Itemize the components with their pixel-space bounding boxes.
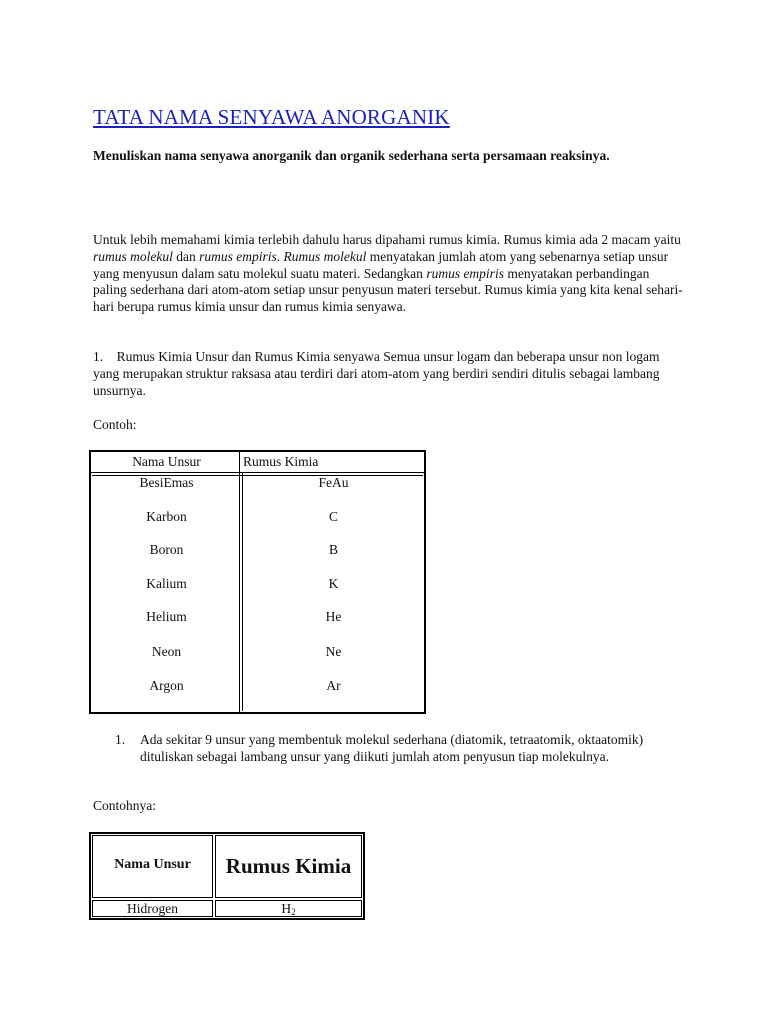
cell-name: Argon	[149, 678, 184, 693]
paragraph-intro: Untuk lebih memahami kimia terlebih dahulu harus dipahami rumus kimia. Rumus kimia ada 2 macam yaitu rumus molekul dan rumus empiris. Rumus molekul menyatakan jumlah atom yang sebenarnya setiap unsur yang menyusun dalam satu molekul suatu materi. Sedangkan rumus empiris menyatakan perbandingan paling sederhana dari atom-atom setiap unsur penyusun materi tersebut. Rumus kimia yang kita kenal sehari-hari berupa rumus kimia unsur dan rumus kimia senyawa.	[93, 232, 683, 315]
table-row	[91, 542, 424, 560]
table-row	[91, 609, 424, 627]
cell-name: Boron	[149, 542, 184, 557]
table-row	[91, 576, 424, 594]
header-rumus-kimia: Rumus Kimia	[225, 854, 352, 878]
cell-formula: FeAu	[318, 475, 349, 490]
table-row	[91, 509, 424, 527]
table-row	[91, 678, 424, 696]
cell-formula: Ar	[326, 678, 341, 693]
header-cell	[92, 835, 213, 898]
cell-formula: K	[328, 576, 339, 591]
table-row	[91, 644, 424, 662]
element-table	[89, 450, 426, 714]
table-cell	[92, 900, 213, 917]
table-row	[91, 475, 424, 493]
paragraph-rumus-unsur: 1. Rumus Kimia Unsur dan Rumus Kimia senyawa Semua unsur logam dan beberapa unsur non logam yang merupakan struktur raksasa atau terdiri dari atom-atom yang berdiri sendiri ditulis sebagai lambang unsurnya.	[93, 349, 663, 398]
cell-name: BesiEmas	[139, 475, 194, 490]
cell-formula: C	[328, 509, 338, 524]
header-cell	[215, 835, 362, 898]
list-text: Ada sekitar 9 unsur yang membentuk molekul sederhana (diatomik, tetraatomik, oktaatomik) dituliskan sebagai lambang unsur yang diikuti jumlah atom penyusun tiap molekulnya.	[140, 732, 644, 764]
molecule-table	[89, 832, 365, 920]
header-nama-unsur: Nama Unsur	[114, 857, 191, 872]
cell-formula: $H_2$	[281, 901, 296, 917]
list-item	[115, 732, 683, 766]
header-rumus-kimia: Rumus Kimia	[243, 454, 319, 469]
subtitle: Menuliskan nama senyawa anorganik dan organik sederhana serta persamaan reaksinya.	[93, 148, 610, 163]
page-title[interactable]: TATA NAMA SENYAWA ANORGANIK	[93, 105, 450, 129]
cell-name: Hidrogen	[127, 901, 178, 916]
cell-name: Kalium	[146, 576, 187, 591]
cell-name: Karbon	[146, 509, 187, 524]
list-number: 1.	[115, 732, 126, 747]
cell-formula: B	[328, 542, 338, 557]
cell-name: Neon	[151, 644, 182, 659]
contoh-label: Contoh:	[93, 417, 137, 432]
contohnya-label: Contohnya:	[93, 798, 156, 813]
cell-formula: Ne	[325, 644, 342, 659]
cell-formula: He	[325, 609, 342, 624]
header-nama-unsur: Nama Unsur	[132, 454, 201, 469]
table-cell	[215, 900, 362, 917]
cell-name: Helium	[146, 609, 187, 624]
